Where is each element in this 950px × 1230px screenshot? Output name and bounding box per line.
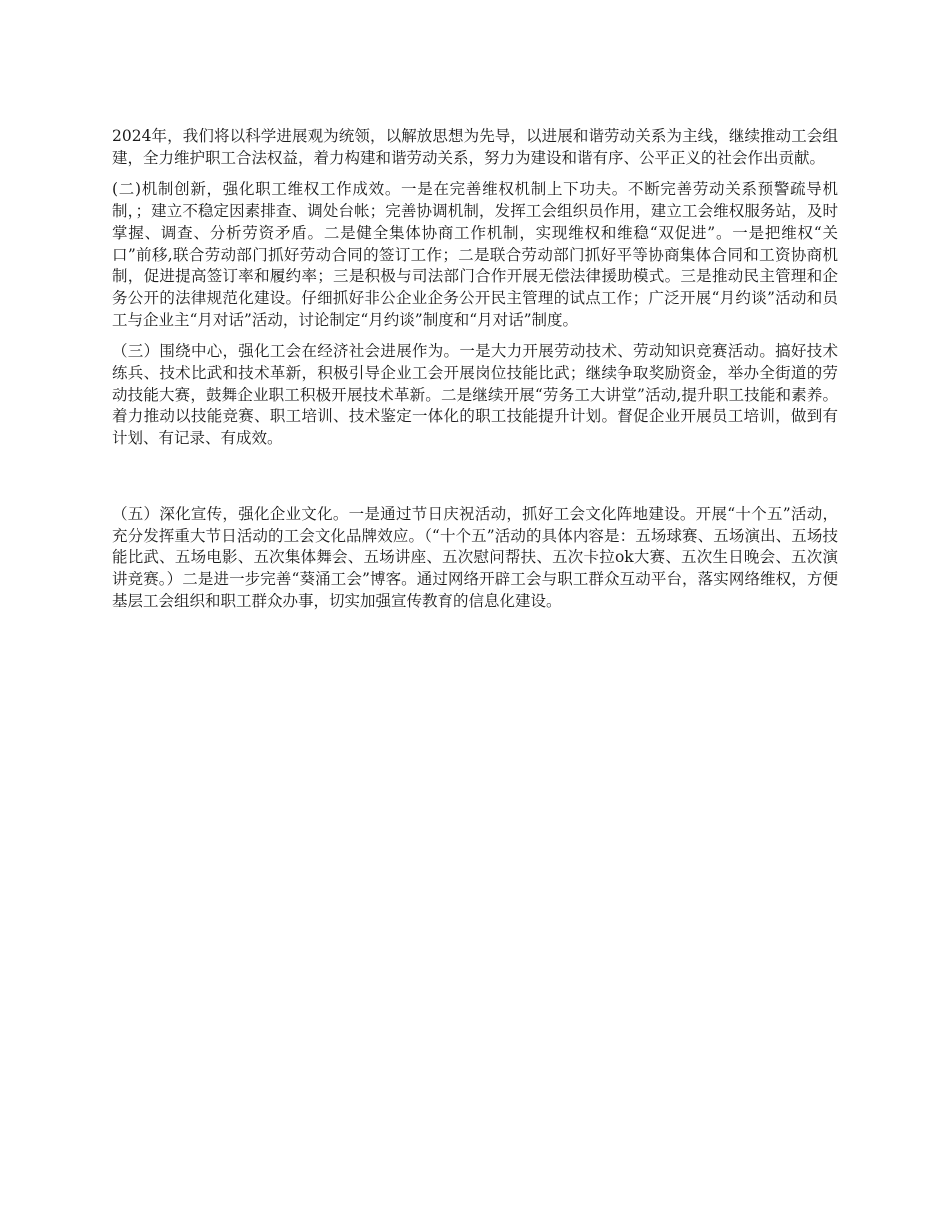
paragraph-section-3: （三）围绕中心，强化工会在经济社会进展作为。一是大力开展劳动技术、劳动知识竞赛活动。搞好技术练兵、技术比武和技术革新，积极引导企业工会开展岗位技能比武；继续争取奖励资金，举办全街道的劳动技能大赛，鼓舞企业职工积极开展技术革新。二是继续开展“劳务工大讲堂”活动,提升职工技能和素养。着力推动以技能竞赛、职工培训、技术鉴定一体化的职工技能提升计划。督促企业开展员工培训，做到有计划、有记录、有成效。 (112, 342, 838, 448)
paragraph-section-5: （五）深化宣传，强化企业文化。一是通过节日庆祝活动，抓好工会文化阵地建设。开展“十个五”活动，充分发挥重大节日活动的工会文化品牌效应。（“十个五”活动的具体内容是：五场球赛、五场演出、五场技能比武、五场电影、五次集体舞会、五场讲座、五次慰问帮扶、五次卡拉ok大赛、五次生日晚会、五次演讲竞赛。）二是进一步完善“葵涌工会”博客。通过网络开辟工会与职工群众互动平台，落实网络维权，方便基层工会组织和职工群众办事，切实加强宣传教育的信息化建设。 (112, 504, 838, 610)
paragraph-intro: 2024年，我们将以科学进展观为统领，以解放思想为先导，以进展和谐劳动关系为主线，继续推动工会组建，全力维护职工合法权益，着力构建和谐劳动关系，努力为建设和谐有序、公平正义的社会作出贡献。 (112, 127, 838, 167)
document-body (112, 126, 838, 622)
paragraph-section-2: (二)机制创新，强化职工维权工作成效。一是在完善维权机制上下功夫。不断完善劳动关系预警疏导机制，；建立不稳定因素排查、调处台帐；完善协调机制，发挥工会组织员作用，建立工会维权服务站，及时掌握、调查、分析劳资矛盾。二是健全集体协商工作机制，实现维权和维稳“双促进”。一是把维权“关口”前移,联合劳动部门抓好劳动合同的签订工作；二是联合劳动部门抓好平等协商集体合同和工资协商机制，促进提高签订率和履约率；三是积极与司法部门合作开展无偿法律援助模式。三是推动民主管理和企务公开的法律规范化建设。仔细抓好非公企业企务公开民主管理的试点工作；广泛开展“月约谈”活动和员工与企业主“月对话”活动，讨论制定“月约谈”制度和“月对话”制度。 (112, 180, 838, 329)
